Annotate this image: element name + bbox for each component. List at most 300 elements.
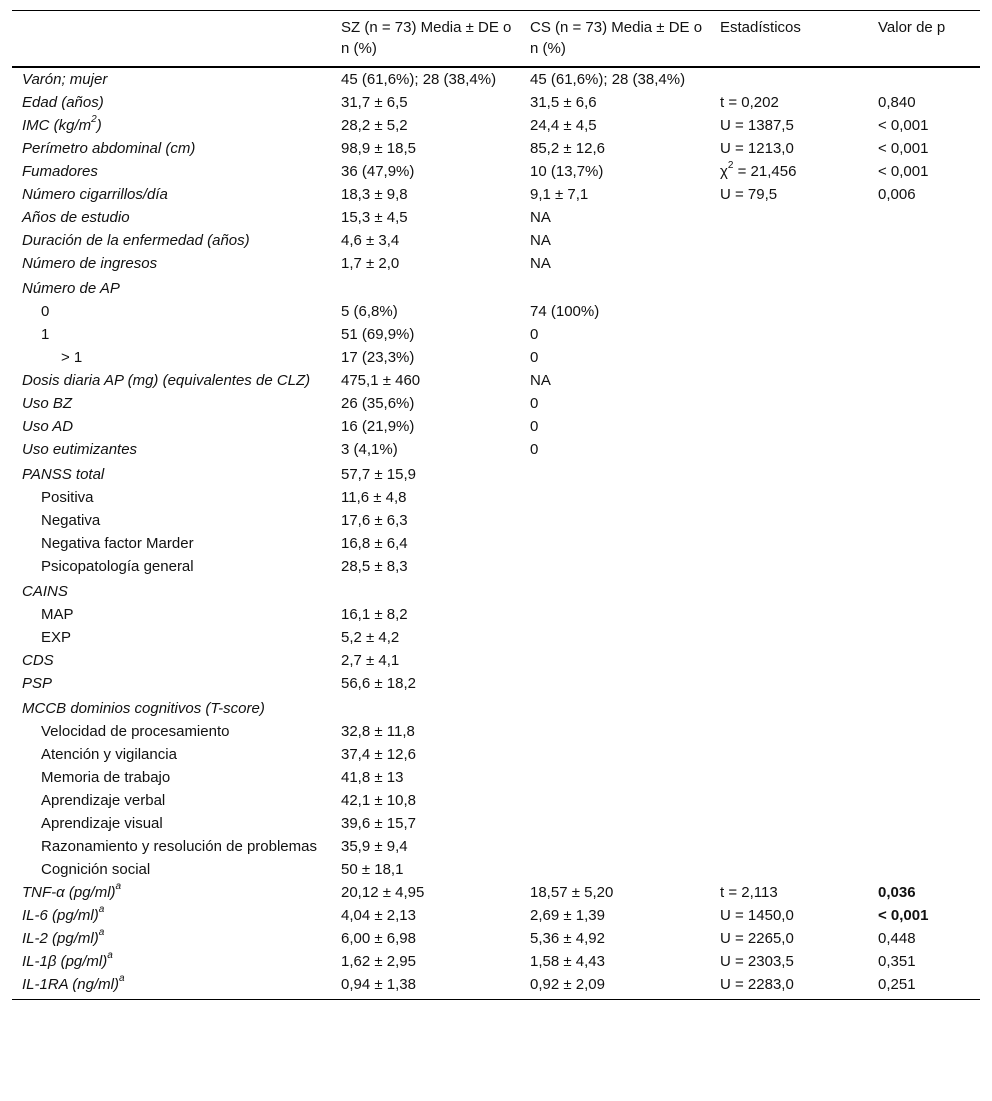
table-row [12, 743, 980, 766]
cell-cs: NA [530, 209, 551, 226]
table-row [12, 323, 980, 346]
cell-stat [710, 789, 868, 812]
row-label: Negativa factor Marder [41, 535, 194, 552]
cell-sz: 39,6 ± 15,7 [341, 815, 416, 832]
row-label: TNF-α (pg/ml) [22, 884, 116, 901]
cell-stat [710, 812, 868, 835]
stat-superscript: 2 [727, 160, 734, 171]
row-label-cell [12, 486, 331, 509]
table-row [12, 904, 980, 927]
table-row [12, 461, 980, 486]
cell-cs: 24,4 ± 4,5 [530, 117, 597, 134]
table-row [12, 346, 980, 369]
cell-sz: 31,7 ± 6,5 [341, 94, 408, 111]
table-row [12, 766, 980, 789]
cell-cs: 0 [530, 395, 539, 412]
table-row [12, 649, 980, 672]
row-label-cell [12, 369, 331, 392]
cell-stat [710, 91, 868, 114]
row-label-cell [12, 927, 331, 950]
cell-stat [710, 649, 868, 672]
row-label-cell [12, 766, 331, 789]
stat-text: U = 1213,0 [720, 140, 794, 157]
cell-cs [520, 532, 710, 555]
row-label-superscript: a [107, 950, 113, 961]
row-label-cell [12, 346, 331, 369]
cell-cs [520, 812, 710, 835]
table-row [12, 415, 980, 438]
row-label-superscript: a [98, 904, 105, 915]
cell-p-value [868, 532, 980, 555]
cell-sz: 5 (6,8%) [341, 303, 398, 320]
cell-p-value [868, 275, 980, 300]
table-row [12, 812, 980, 835]
table-row [12, 486, 980, 509]
cell-sz: 28,2 ± 5,2 [341, 117, 408, 134]
table-row [12, 603, 980, 626]
cell-cs: 9,1 ± 7,1 [530, 186, 589, 203]
cell-stat [710, 858, 868, 881]
cell-sz: 50 ± 18,1 [341, 861, 404, 878]
cell-stat [710, 300, 868, 323]
cell-p-value: < 0,001 [878, 117, 929, 134]
cell-p-value [868, 812, 980, 835]
cell-p-value [868, 672, 980, 695]
cell-stat [710, 415, 868, 438]
row-label-cell [12, 229, 331, 252]
table-row [12, 720, 980, 743]
cell-stat [710, 114, 868, 137]
cell-stat [710, 252, 868, 275]
header-cs: CS (n = 73) Media ± DE o n (%) [530, 19, 703, 57]
cell-sz: 98,9 ± 18,5 [341, 140, 416, 157]
stat-text: U = 2283,0 [720, 976, 794, 993]
table-row [12, 555, 980, 578]
cell-sz: 5,2 ± 4,2 [341, 629, 400, 646]
cell-cs [520, 672, 710, 695]
row-label: Memoria de trabajo [41, 769, 171, 786]
row-label: Positiva [41, 489, 94, 506]
cell-sz: 56,6 ± 18,2 [341, 675, 416, 692]
row-label: Número de AP [22, 280, 120, 297]
row-label: Duración de la enfermedad (años) [22, 232, 250, 249]
cell-sz: 3 (4,1%) [341, 441, 398, 458]
row-label: Perímetro abdominal (cm) [22, 140, 196, 157]
cell-p-value [868, 835, 980, 858]
row-label: Fumadores [22, 163, 98, 180]
row-label-cell [12, 858, 331, 881]
cell-cs [520, 766, 710, 789]
table-body [12, 67, 980, 1000]
row-label-cell [12, 881, 331, 904]
cell-p-value [868, 720, 980, 743]
cell-p-value [868, 555, 980, 578]
cell-cs: 74 (100%) [530, 303, 600, 320]
cell-p-value [868, 323, 980, 346]
row-label: Velocidad de procesamiento [41, 723, 230, 740]
cell-p-value [868, 206, 980, 229]
cell-sz: 18,3 ± 9,8 [341, 186, 408, 203]
row-label-superscript: a [98, 927, 105, 938]
row-label: Uso AD [22, 418, 74, 435]
row-label: Aprendizaje visual [41, 815, 163, 832]
row-label-cell [12, 555, 331, 578]
cell-p-value [868, 695, 980, 720]
cell-sz [331, 275, 520, 300]
table-row [12, 578, 980, 603]
row-label: 0 [41, 303, 50, 320]
row-label: Psicopatología general [41, 558, 194, 575]
cell-p-value [868, 415, 980, 438]
cell-cs [520, 649, 710, 672]
row-label: Aprendizaje verbal [41, 792, 166, 809]
row-label-cell [12, 252, 331, 275]
row-label-cell [12, 626, 331, 649]
row-label: IMC (kg/m [22, 117, 92, 134]
cell-sz: 1,7 ± 2,0 [341, 255, 400, 272]
row-label-cell [12, 578, 331, 603]
cell-stat [710, 950, 868, 973]
row-label-cell [12, 114, 331, 137]
row-label-cell [12, 137, 331, 160]
cell-p-value [868, 461, 980, 486]
row-label: Número cigarrillos/día [22, 186, 168, 203]
row-label-cell [12, 532, 331, 555]
table-row [12, 835, 980, 858]
cell-p-value: 0,036 [878, 884, 916, 901]
row-label: MCCB dominios cognitivos (T-score) [22, 700, 265, 717]
row-label-cell [12, 323, 331, 346]
cell-cs: 0 [530, 418, 539, 435]
row-label: Atención y vigilancia [41, 746, 177, 763]
cell-p-value: 0,840 [878, 94, 916, 111]
stat-text: U = 2265,0 [720, 930, 794, 947]
cell-sz: 32,8 ± 11,8 [341, 723, 415, 740]
cell-p-value [868, 67, 980, 91]
cell-stat [710, 275, 868, 300]
row-label-cell [12, 695, 331, 720]
cell-cs: NA [530, 232, 551, 249]
cell-cs: NA [530, 255, 551, 272]
table-row [12, 789, 980, 812]
cell-cs: 18,57 ± 5,20 [530, 884, 614, 901]
cell-p-value: < 0,001 [878, 163, 929, 180]
cell-p-value [868, 300, 980, 323]
cell-p-value [868, 649, 980, 672]
cell-cs [520, 695, 710, 720]
table-row [12, 695, 980, 720]
cell-cs: NA [530, 372, 551, 389]
row-label-cell [12, 183, 331, 206]
cell-stat [710, 695, 868, 720]
cell-sz: 2,7 ± 4,1 [341, 652, 400, 669]
row-label-superscript: a [115, 881, 122, 892]
table-row [12, 532, 980, 555]
cell-sz: 6,00 ± 6,98 [341, 930, 416, 947]
cell-sz: 4,04 ± 2,13 [341, 907, 416, 924]
cell-sz: 26 (35,6%) [341, 395, 415, 412]
cell-cs [520, 275, 710, 300]
stat-text: t = 0,202 [720, 94, 779, 111]
cell-cs: 85,2 ± 12,6 [530, 140, 605, 157]
cell-cs: 2,69 ± 1,39 [530, 907, 605, 924]
row-label-cell [12, 649, 331, 672]
table-row [12, 509, 980, 532]
cell-p-value [868, 766, 980, 789]
cell-sz: 20,12 ± 4,95 [341, 884, 425, 901]
cell-stat [710, 927, 868, 950]
row-label: CAINS [22, 583, 68, 600]
header-row [12, 11, 980, 68]
row-label: CDS [22, 652, 54, 669]
cell-stat [710, 229, 868, 252]
cell-cs: 0 [530, 349, 539, 366]
table-row [12, 160, 980, 183]
stat-text: U = 1387,5 [720, 117, 794, 134]
row-label-cell [12, 812, 331, 835]
cell-p-value [868, 369, 980, 392]
row-label-cell [12, 789, 331, 812]
cell-cs: 0 [530, 326, 539, 343]
table-row [12, 973, 980, 1000]
table-row [12, 950, 980, 973]
cell-sz: 17,6 ± 6,3 [341, 512, 408, 529]
cell-cs [520, 743, 710, 766]
cell-p-value [868, 252, 980, 275]
cell-p-value: 0,006 [878, 186, 916, 203]
cell-sz: 16,8 ± 6,4 [341, 535, 408, 552]
cell-sz: 16,1 ± 8,2 [341, 606, 408, 623]
row-label-superscript: 2 [91, 114, 97, 125]
cell-sz: 41,8 ± 13 [341, 769, 404, 786]
row-label: Edad (años) [22, 94, 104, 111]
cell-stat [710, 323, 868, 346]
table-row [12, 927, 980, 950]
cell-stat [710, 486, 868, 509]
row-label: Uso eutimizantes [22, 441, 138, 458]
cell-sz: 36 (47,9%) [341, 163, 415, 180]
cell-cs: 0 [530, 441, 539, 458]
cell-cs [520, 486, 710, 509]
stat-suffix: = 21,456 [733, 163, 797, 180]
row-label-cell [12, 415, 331, 438]
row-label-cell [12, 672, 331, 695]
cell-sz [331, 695, 520, 720]
cell-p-value [868, 789, 980, 812]
cell-cs [520, 509, 710, 532]
cell-cs [520, 603, 710, 626]
row-label-cell [12, 835, 331, 858]
row-label: PANSS total [22, 466, 105, 483]
header-stat: Estadísticos [720, 19, 801, 36]
cell-p-value [868, 743, 980, 766]
cell-stat [710, 369, 868, 392]
cell-cs: 5,36 ± 4,92 [530, 930, 605, 947]
row-label: Uso BZ [22, 395, 73, 412]
table-row [12, 67, 980, 91]
cell-sz: 4,6 ± 3,4 [341, 232, 400, 249]
row-label: IL-1RA (ng/ml) [22, 976, 119, 993]
table-row [12, 392, 980, 415]
cell-sz: 35,9 ± 9,4 [341, 838, 408, 855]
cell-stat [710, 603, 868, 626]
cell-stat [710, 973, 868, 1000]
cell-cs: 0,92 ± 2,09 [530, 976, 605, 993]
cell-cs [520, 578, 710, 603]
row-label-cell [12, 973, 331, 1000]
table-row [12, 183, 980, 206]
cell-stat [710, 835, 868, 858]
cell-sz: 28,5 ± 8,3 [341, 558, 408, 575]
row-label: > 1 [61, 349, 83, 366]
row-label-cell [12, 160, 331, 183]
cell-p-value [868, 858, 980, 881]
row-label: IL-1β (pg/ml) [22, 953, 108, 970]
cell-stat [710, 720, 868, 743]
cell-sz: 45 (61,6%); 28 (38,4%) [341, 71, 497, 88]
table-row [12, 275, 980, 300]
cell-cs [520, 461, 710, 486]
row-label: Dosis diaria AP (mg) (equivalentes de CLZ) [22, 372, 311, 389]
cell-cs [520, 835, 710, 858]
row-label-superscript: a [118, 973, 125, 984]
cell-stat [710, 743, 868, 766]
table-row [12, 438, 980, 461]
row-label: PSP [22, 675, 53, 692]
table-row [12, 672, 980, 695]
cell-stat [710, 160, 868, 183]
cell-stat [710, 578, 868, 603]
row-label-cell [12, 392, 331, 415]
table-row [12, 206, 980, 229]
stat-text: χ [720, 163, 728, 180]
row-label-cell [12, 438, 331, 461]
table-row [12, 626, 980, 649]
cell-stat [710, 509, 868, 532]
cell-stat [710, 881, 868, 904]
row-label-cell [12, 509, 331, 532]
cell-p-value: 0,251 [878, 976, 916, 993]
row-label: Cognición social [41, 861, 151, 878]
table-row [12, 881, 980, 904]
cell-stat [710, 137, 868, 160]
cell-stat [710, 438, 868, 461]
row-label-cell [12, 904, 331, 927]
row-label-cell [12, 275, 331, 300]
row-label: Negativa [41, 512, 101, 529]
table-row [12, 229, 980, 252]
row-label-suffix: ) [96, 117, 102, 134]
cell-sz: 11,6 ± 4,8 [341, 489, 407, 506]
cell-sz: 475,1 ± 460 [341, 372, 421, 389]
cell-stat [710, 183, 868, 206]
cell-cs [520, 555, 710, 578]
row-label-cell [12, 950, 331, 973]
table-row [12, 300, 980, 323]
cell-cs: 31,5 ± 6,6 [530, 94, 597, 111]
cell-stat [710, 555, 868, 578]
table-row [12, 252, 980, 275]
header-label [12, 11, 331, 68]
table-row [12, 369, 980, 392]
row-label-cell [12, 603, 331, 626]
cell-cs [520, 858, 710, 881]
cell-cs: 1,58 ± 4,43 [530, 953, 605, 970]
row-label: Años de estudio [22, 209, 130, 226]
cell-stat [710, 461, 868, 486]
row-label-cell [12, 743, 331, 766]
cell-stat [710, 672, 868, 695]
cell-p-value [868, 392, 980, 415]
row-label: MAP [41, 606, 74, 623]
cell-p-value: < 0,001 [878, 140, 929, 157]
row-label-cell [12, 67, 331, 91]
row-label: EXP [41, 629, 72, 646]
cell-p-value: 0,448 [878, 930, 916, 947]
cell-p-value [868, 578, 980, 603]
row-label: 1 [41, 326, 50, 343]
data-table [12, 10, 980, 1000]
cell-cs: 45 (61,6%); 28 (38,4%) [530, 71, 686, 88]
cell-sz: 17 (23,3%) [341, 349, 415, 366]
row-label: IL-2 (pg/ml) [22, 930, 99, 947]
table-row [12, 114, 980, 137]
cell-p-value [868, 346, 980, 369]
cell-sz: 1,62 ± 2,95 [341, 953, 416, 970]
cell-sz: 0,94 ± 1,38 [341, 976, 416, 993]
cell-p-value [868, 229, 980, 252]
row-label-cell [12, 300, 331, 323]
cell-sz: 37,4 ± 12,6 [341, 746, 416, 763]
cell-sz: 51 (69,9%) [341, 326, 415, 343]
cell-stat [710, 904, 868, 927]
cell-sz: 42,1 ± 10,8 [341, 792, 416, 809]
cell-p-value [868, 438, 980, 461]
cell-stat [710, 626, 868, 649]
stat-text: U = 1450,0 [720, 907, 794, 924]
cell-sz: 16 (21,9%) [341, 418, 415, 435]
cell-p-value [868, 486, 980, 509]
cell-sz [331, 578, 520, 603]
cell-cs [520, 720, 710, 743]
cell-stat [710, 206, 868, 229]
stat-text: U = 79,5 [720, 186, 778, 203]
stat-text: U = 2303,5 [720, 953, 794, 970]
stat-text: t = 2,113 [720, 884, 778, 901]
table-row [12, 858, 980, 881]
cell-stat [710, 67, 868, 91]
table-row [12, 91, 980, 114]
cell-stat [710, 532, 868, 555]
cell-p-value [868, 626, 980, 649]
row-label-cell [12, 206, 331, 229]
cell-p-value: 0,351 [878, 953, 916, 970]
cell-sz: 57,7 ± 15,9 [341, 466, 416, 483]
cell-sz: 15,3 ± 4,5 [341, 209, 408, 226]
row-label: Varón; mujer [22, 71, 108, 88]
cell-p-value [868, 509, 980, 532]
row-label: IL-6 (pg/ml) [22, 907, 99, 924]
header-sz: SZ (n = 73) Media ± DE o n (%) [341, 19, 512, 57]
header-p: Valor de p [878, 19, 946, 36]
row-label-cell [12, 720, 331, 743]
cell-p-value [868, 603, 980, 626]
cell-p-value: < 0,001 [878, 907, 929, 924]
row-label-cell [12, 461, 331, 486]
cell-cs [520, 789, 710, 812]
row-label: Número de ingresos [22, 255, 158, 272]
row-label-cell [12, 91, 331, 114]
